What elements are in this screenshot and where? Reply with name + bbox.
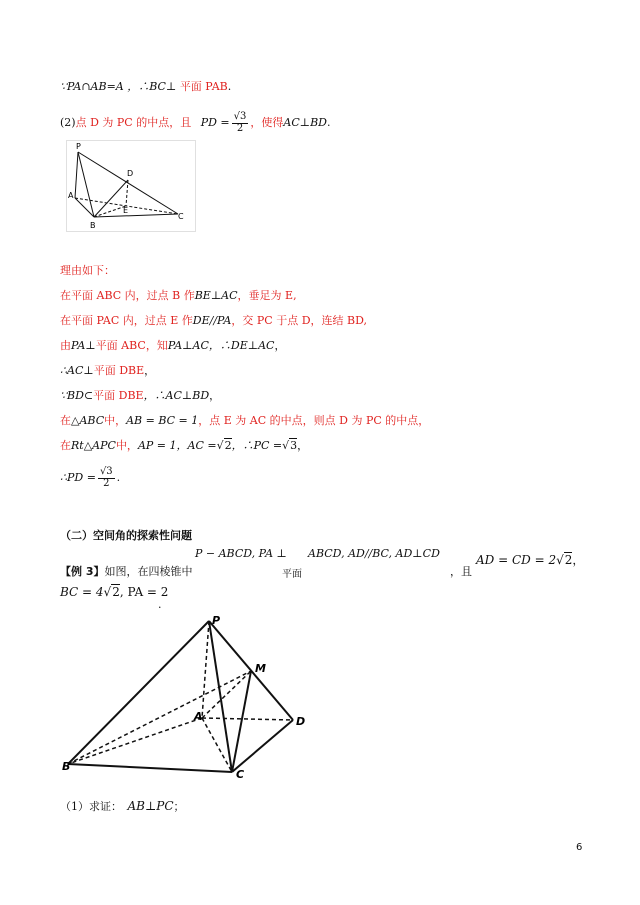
math-bc: BC = 4 (60, 585, 104, 599)
example-and: ，且 (450, 565, 472, 578)
label-b: B (90, 221, 96, 230)
comma: ， (274, 339, 286, 352)
example-bc-pa: BC = 4√2, PA = 2 (60, 585, 169, 599)
label-m: M (255, 662, 266, 675)
math-rt-triangle-apc: Rt△APC (71, 439, 116, 452)
label-p: P (76, 142, 81, 151)
math-bc-perp: ，∴BC⊥ (127, 80, 177, 93)
comma: ， (209, 389, 221, 402)
math-ad-cd: AD = CD = 2 (476, 553, 557, 567)
reason-line-1 (60, 287, 297, 303)
sqrt-3: 3 (290, 439, 298, 452)
period: . (227, 80, 232, 93)
reason-text: 平面 ABC (95, 339, 146, 352)
math-pa-cap-ab: ∵PA∩AB=A (60, 80, 124, 93)
math-de-parallel-pa: DE//PA (192, 314, 232, 327)
frac-denominator: 2 (236, 122, 244, 134)
reason-text: 在 (60, 414, 71, 427)
reason-text: ，知 (145, 339, 168, 352)
math-pd: PD = (200, 116, 230, 129)
text-plane-pab: 平面 PAB (179, 80, 228, 93)
frac-denominator: 2 (103, 477, 110, 489)
math-ab-bc-1: AB = BC = 1 (126, 414, 199, 427)
figure-frame (67, 141, 196, 232)
label-a: A (194, 710, 203, 723)
reason-text: 平面 DBE (93, 364, 145, 377)
example-math-top-2 (308, 547, 440, 560)
math-ap-1: AP = 1 (137, 439, 177, 452)
reason-line-8 (60, 467, 120, 489)
math-ac-perp-bd: ，∴AC⊥BD (143, 389, 210, 402)
math-bd-subset: ∵BD⊂ (60, 389, 94, 402)
reason-text: ，交 PC 于点 D，连结 BD, (231, 314, 368, 327)
reason-text: 由 (60, 339, 71, 352)
page-number: 6 (576, 842, 583, 853)
edge-pa (202, 621, 209, 718)
example-dot: . (158, 598, 162, 611)
edge-bc (68, 764, 232, 772)
example-text: 如图，在四棱锥中 (104, 565, 193, 578)
math-pa-perp-ac: PA⊥AC (167, 339, 209, 352)
label-a: A (68, 191, 74, 200)
reason-text: 中， (104, 414, 127, 427)
reason-line-6 (60, 412, 429, 428)
label-p: P (212, 614, 221, 627)
math-ac-perp-bd: AC⊥BD (283, 116, 327, 129)
reason-text: 平面 DBE (93, 389, 144, 402)
math-de-perp-ac: ，∴DE⊥AC (208, 339, 275, 352)
reason-line-2 (60, 312, 367, 328)
math-pa-perp: PA⊥ (71, 339, 96, 352)
section-heading: （二）空间角的探索性问题 (60, 529, 192, 542)
math-pa-2: , PA = 2 (119, 585, 169, 599)
part2-statement: 点 D 为 PC 的中点，且 (75, 116, 192, 129)
reason-text: ，点 E 为 AC 的中点，则点 D 为 PC 的中点， (198, 414, 430, 427)
math-pc: ，∴PC = (231, 439, 283, 452)
question-label: （1）求证： (60, 800, 122, 813)
reason-title: 理由如下： (60, 264, 115, 277)
edge-pa (75, 152, 78, 198)
frac-numerator: √3 (233, 111, 247, 122)
example-label: 【例 3】 (60, 565, 105, 578)
part2-number: (2) (60, 116, 76, 129)
edge-bc (94, 214, 178, 217)
edge-de (126, 180, 128, 206)
part2-after: ，使得 (250, 116, 284, 129)
edge-pb (68, 621, 209, 764)
label-c: C (236, 768, 245, 781)
period: . (116, 471, 121, 484)
math-pd: ∴PD = (60, 471, 96, 484)
sqrt-2: 2 (564, 553, 573, 567)
reason-text: 在平面 ABC 内，过点 B 作 (60, 289, 195, 302)
reason-line-3 (60, 337, 285, 353)
frac-numerator: √3 (99, 466, 113, 477)
reason-line-5 (60, 387, 220, 403)
example-plane-word: 平面 (282, 569, 302, 580)
label-d: D (296, 715, 306, 728)
fraction-root3-over-2 (232, 112, 249, 134)
reason-line-7: 在Rt△APC中，AP = 1，AC =√2，∴PC =√3， (60, 439, 309, 452)
semicolon: ； (173, 800, 185, 813)
example-ad-cd: AD = CD = 2√2， (476, 553, 585, 567)
math-ac: ，AC = (176, 439, 217, 452)
comma: ， (297, 439, 309, 452)
sqrt-2: 2 (112, 585, 120, 599)
reason-text: 在 (60, 439, 71, 452)
edge-ab (68, 718, 202, 764)
figure-pyramid (60, 612, 310, 784)
fraction-root3-over-2 (98, 467, 115, 489)
comma: ， (144, 364, 156, 377)
question-1 (60, 798, 185, 814)
edge-pb (78, 152, 94, 217)
line-pa-ab (60, 78, 231, 94)
math-p-abcd: P − ABCD, PA ⊥ (195, 547, 287, 560)
line-part2 (60, 112, 331, 134)
reason-text: ，垂足为 E, (237, 289, 297, 302)
example-math-top (195, 547, 287, 560)
math-ab-perp-pc: AB⊥PC (127, 799, 174, 813)
math-ac-perp: ∴AC⊥ (60, 364, 94, 377)
example-line (60, 563, 192, 579)
figure-tetrahedron (66, 140, 196, 232)
reason-text: 在平面 PAC 内，过点 E 作 (60, 314, 193, 327)
edge-ad (202, 718, 293, 720)
label-d: D (127, 169, 134, 178)
reason-line-4 (60, 362, 155, 378)
math-triangle-abc: △ABC (71, 414, 105, 427)
reason-text: 中， (115, 439, 138, 452)
comma: ， (572, 553, 585, 567)
math-be-perp-ac: BE⊥AC (194, 289, 238, 302)
sqrt-2: 2 (224, 439, 232, 452)
label-b: B (62, 760, 71, 773)
label-e: E (123, 206, 129, 215)
math-abcd-ad-bc: ABCD, AD//BC, AD⊥CD (308, 547, 440, 560)
period: . (327, 116, 331, 129)
label-c: C (178, 212, 184, 221)
